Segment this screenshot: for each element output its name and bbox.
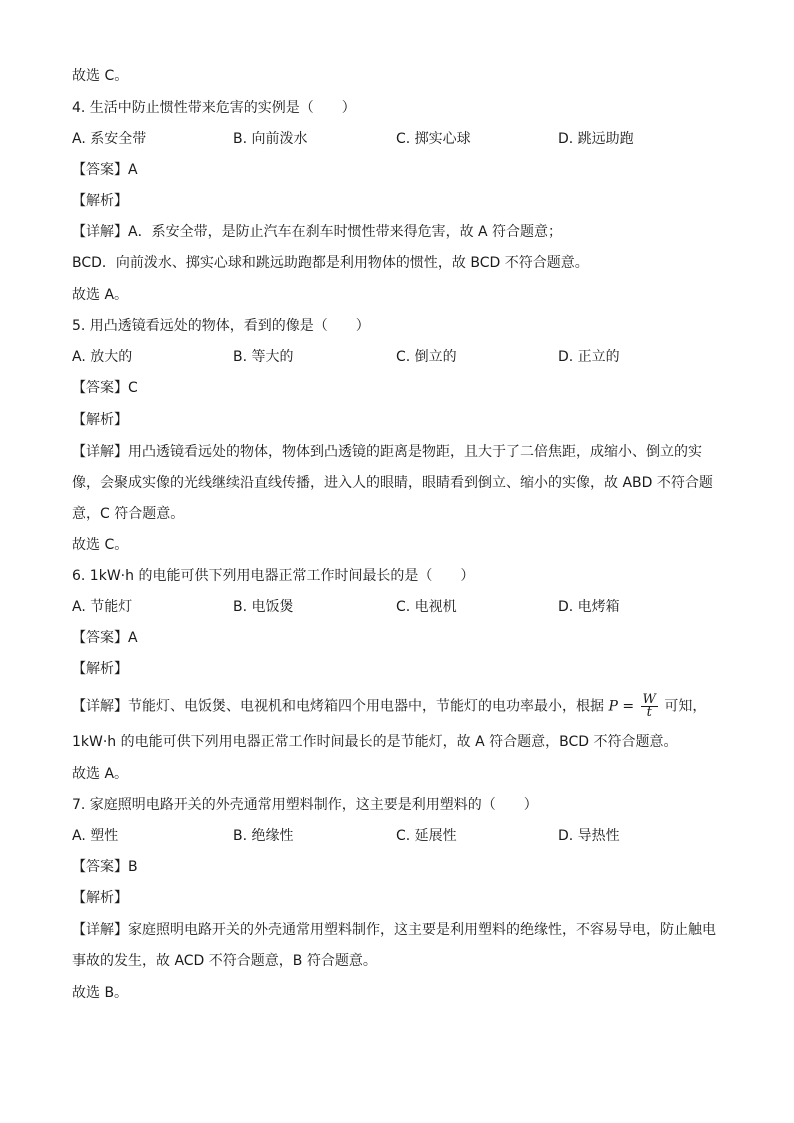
- question-7-option-b: B. 绝缘性: [233, 828, 294, 844]
- formula-fraction: [641, 694, 658, 719]
- question-6-option-d: D. 电烤箱: [558, 599, 620, 615]
- question-6-detail-text: 【详解】节能灯、电饭煲、电视机和电烤箱四个用电器中，节能灯的电功率最小，根据: [72, 698, 604, 715]
- question-5-stem: 5. 用凸透镜看远处的物体，看到的像是（ ）: [72, 318, 370, 334]
- question-5-answer: 【答案】C: [72, 380, 138, 396]
- question-5-detail-line-2: 像，会聚成实像的光线继续沿直线传播，进入人的眼睛，眼睛看到倒立、缩小的实像，故 ABD 不符合题: [72, 475, 713, 491]
- question-7-answer: 【答案】B: [72, 859, 138, 875]
- question-4-option-b: B. 向前泼水: [233, 131, 308, 147]
- question-6-detail-line-1: [72, 694, 706, 719]
- question-6-analysis-label: 【解析】: [72, 661, 128, 677]
- formula-equals-sign: =: [622, 698, 635, 715]
- question-7-option-c: C. 延展性: [396, 828, 457, 844]
- question-7-detail-line-2: 事故的发生，故 ACD 不符合题意，B 符合题意。: [72, 953, 377, 969]
- question-4-detail-line-1: 【详解】A．系安全带，是防止汽车在刹车时惯性带来得危害，故 A 符合题意；: [72, 224, 563, 240]
- question-7-option-d: D. 导热性: [558, 828, 620, 844]
- question-6-detail-line-2: 1kW·h 的电能可供下列用电器正常工作时间最长的是节能灯，故 A 符合题意，BCD 不符合题意。: [72, 734, 678, 750]
- question-5-option-c: C. 倒立的: [396, 349, 457, 365]
- question-4-analysis-label: 【解析】: [72, 193, 128, 209]
- question-7-conclusion: 故选 B。: [72, 985, 129, 1001]
- question-4-option-d: D. 跳远助跑: [558, 131, 634, 147]
- question-4-stem: 4. 生活中防止惯性带来危害的实例是（ ）: [72, 100, 356, 116]
- formula-power-symbol: P: [608, 698, 618, 715]
- question-5-option-a: A. 放大的: [72, 349, 133, 365]
- question-4-answer: 【答案】A: [72, 162, 138, 178]
- question-4-conclusion: 故选 A。: [72, 287, 129, 303]
- question-7-detail-line-1: 【详解】家庭照明电路开关的外壳通常用塑料制作，这主要是利用塑料的绝缘性，不容易导电，防止触电: [72, 922, 716, 938]
- question-6-option-a: A. 节能灯: [72, 599, 133, 615]
- formula-numerator: W: [642, 692, 656, 707]
- question-5-option-b: B. 等大的: [233, 349, 294, 365]
- question-6-option-b: B. 电饭煲: [233, 599, 294, 615]
- question-4-option-c: C. 掷实心球: [396, 131, 471, 147]
- question-7-analysis-label: 【解析】: [72, 890, 128, 906]
- previous-conclusion: 故选 C。: [72, 68, 129, 84]
- question-6-option-c: C. 电视机: [396, 599, 457, 615]
- question-5-option-d: D. 正立的: [558, 349, 620, 365]
- question-6-answer: 【答案】A: [72, 630, 138, 646]
- question-4-detail-line-2: BCD．向前泼水、掷实心球和跳远助跑都是利用物体的惯性，故 BCD 不符合题意。: [72, 255, 589, 271]
- question-6-stem: 6. 1kW·h 的电能可供下列用电器正常工作时间最长的是（ ）: [72, 568, 475, 584]
- question-5-conclusion: 故选 C。: [72, 537, 129, 553]
- question-5-detail-line-1: 【详解】用凸透镜看远处的物体，物体到凸透镜的距离是物距，且大于了二倍焦距，成缩小、倒立的实: [72, 444, 702, 460]
- question-7-stem: 7. 家庭照明电路开关的外壳通常用塑料制作，这主要是利用塑料的（ ）: [72, 797, 538, 813]
- question-5-analysis-label: 【解析】: [72, 412, 128, 428]
- question-6-detail-tail: 可知，: [664, 698, 707, 715]
- question-7-option-a: A. 塑性: [72, 828, 119, 844]
- question-5-detail-line-3: 意，C 符合题意。: [72, 506, 185, 522]
- question-4-option-a: A. 系安全带: [72, 131, 147, 147]
- question-6-conclusion: 故选 A。: [72, 766, 129, 782]
- formula-denominator: t: [646, 705, 652, 720]
